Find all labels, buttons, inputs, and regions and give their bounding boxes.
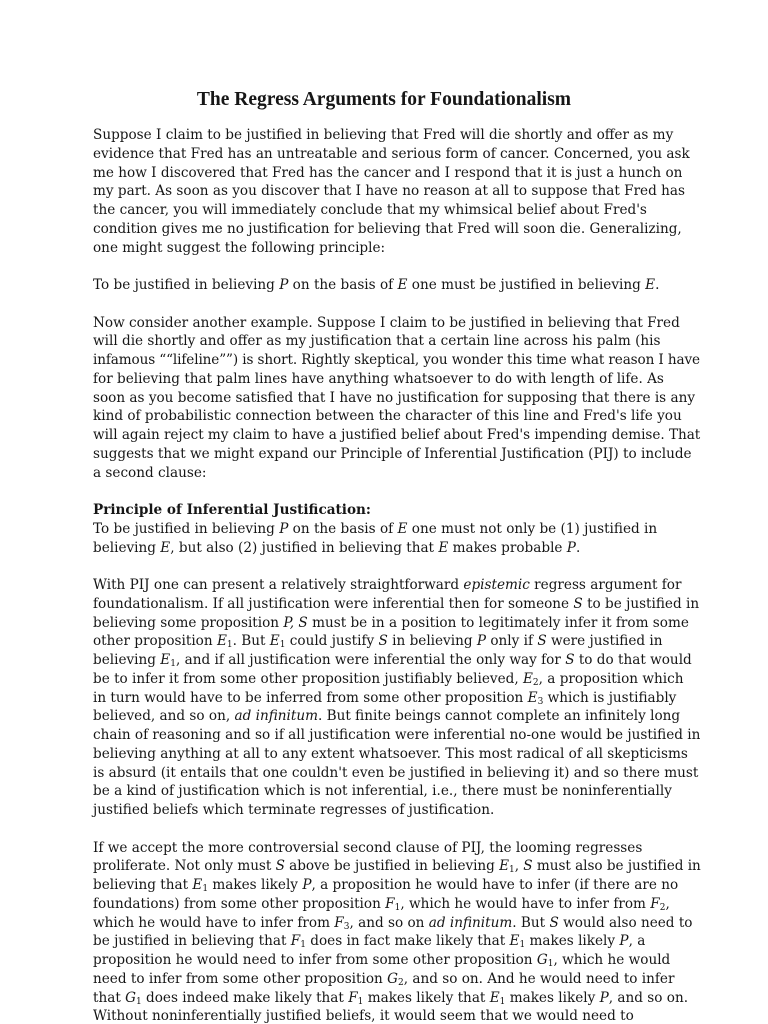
text-line: soon as you become satisfied that I have no justification for supposing that there is any	[93, 389, 696, 406]
text-line: chain of reasoning and so if all justification were inferential no-one would be justified in	[93, 727, 701, 743]
paragraph-2	[93, 314, 700, 483]
text-line: believed, and so on, ad infinitum. But finite beings cannot complete an infinitely long	[93, 708, 681, 725]
text-line: believing that $E_1$ makes likely P, a proposition he would have to infer (if there are no	[93, 877, 679, 894]
text-line: will again reject my claim to have a justified belief about Fred's impending demise. That	[93, 427, 701, 443]
text-line: kind of probabilistic connection between the character of this line and Fred's life you	[93, 408, 682, 425]
text-line: believing E, but also (2) justified in believing that E makes probable P.	[93, 539, 581, 556]
text-line: Now consider another example. Suppose I claim to be justified in believing that Fred	[93, 314, 680, 331]
paragraph-4	[93, 839, 700, 1024]
text-line: is absurd (it entails that one couldn't even be justified in believing it) and so there must	[93, 764, 699, 781]
pij-heading: Principle of Inferential Justification:	[93, 502, 371, 518]
text-line: one might suggest the following principle:	[93, 239, 386, 256]
text-line: suggests that we might expand our Principle of Inferential Justification (PIJ) to include	[93, 445, 692, 462]
text-line: other proposition $E_1$. But $E_1$ could justify S in believing P only if S were justified in	[93, 633, 663, 651]
text-line: need to infer from some other proposition $G_2$, and so on. And he would need to infer	[93, 970, 675, 988]
text-line: believing anything at all to any extent whatsoever. This most radical of all skepticisms	[93, 745, 688, 762]
text-line: will die shortly and offer as my justification that a certain line across his palm (his	[93, 333, 661, 350]
text-line: be justified in believing that $F_1$ does in fact make likely that $E_1$ makes likely P, a	[93, 933, 646, 951]
text-line: a second clause:	[93, 464, 207, 481]
text-line: which he would have to infer from $F_3$, and so on ad infinitum. But S would also need to	[93, 914, 693, 932]
text-line: that $G_1$ does indeed make likely that $F_1$ makes likely that $E_1$ makes likely P, and so on.	[93, 989, 689, 1007]
text-line: my part. As soon as you discover that I have no reason at all to suppose that Fred has	[93, 183, 685, 200]
text-line: Suppose I claim to be justified in believing that Fred will die shortly and offer as my	[93, 127, 674, 143]
text-line: me how I discovered that Fred has the cancer and I respond that it is just a hunch on	[93, 164, 683, 181]
text-line: justified beliefs which terminate regresses of justification.	[93, 802, 495, 818]
text-line: proposition he would need to infer from some other proposition $G_1$, which he would	[93, 952, 671, 969]
text-line: believing $E_1$, and if all justification were inferential the only way for S to do that would	[93, 652, 692, 669]
text-line: Without noninferentially justified beliefs, it would seem that we would need to	[93, 1008, 634, 1024]
page-title: The Regress Arguments for Foundationalism	[196, 89, 572, 110]
paragraph-1	[93, 126, 700, 257]
text-line: condition gives me no justification for believing that Fred will soon die. Generalizing,	[93, 220, 682, 237]
text-line: If we accept the more controversial second clause of PIJ, the looming regresses	[93, 839, 643, 856]
text-line: foundationalism. If all justification were inferential then for someone S to be justified in	[93, 595, 700, 612]
text-line: To be justified in believing P on the basis of E one must not only be (1) justified in	[93, 520, 658, 537]
text-line: With PIJ one can present a relatively straightforward epistemic regress argument for	[93, 577, 682, 593]
text-line: be a kind of justification which is not inferential, i.e., there must be noninferentially	[93, 783, 672, 800]
pij-principle	[93, 501, 700, 557]
text-line: evidence that Fred has an untreatable and serious form of cancer. Concerned, you ask	[93, 145, 690, 162]
text-line: be to infer it from some other proposition justifiably believed, $E_2$, a proposition which	[93, 670, 684, 688]
paragraph-3	[93, 576, 700, 820]
text-line: believing some proposition P, S must be in a position to legitimately infer it from some	[93, 614, 689, 631]
text-line: the cancer, you will immediately conclude that my whimsical belief about Fred's	[93, 202, 647, 218]
document-body	[93, 126, 700, 1024]
text-line: proliferate. Not only must S above be justified in believing $E_1$, S must also be justified in	[93, 858, 701, 876]
text-line: in turn would have to be inferred from some other proposition $E_3$ which is justifiably	[93, 689, 677, 707]
text-line: infamous ““lifeline””) is short. Rightly skeptical, you wonder this time what reason I have	[93, 352, 700, 368]
principle-statement	[93, 276, 700, 295]
text-line: To be justified in believing P on the basis of E one must be justified in believing E.	[93, 277, 660, 293]
text-line: for believing that palm lines have anything whatsoever to do with length of life. As	[93, 370, 664, 387]
text-line: foundations) from some other proposition $F_1$, which he would have to infer from $F_2$,	[93, 895, 670, 913]
